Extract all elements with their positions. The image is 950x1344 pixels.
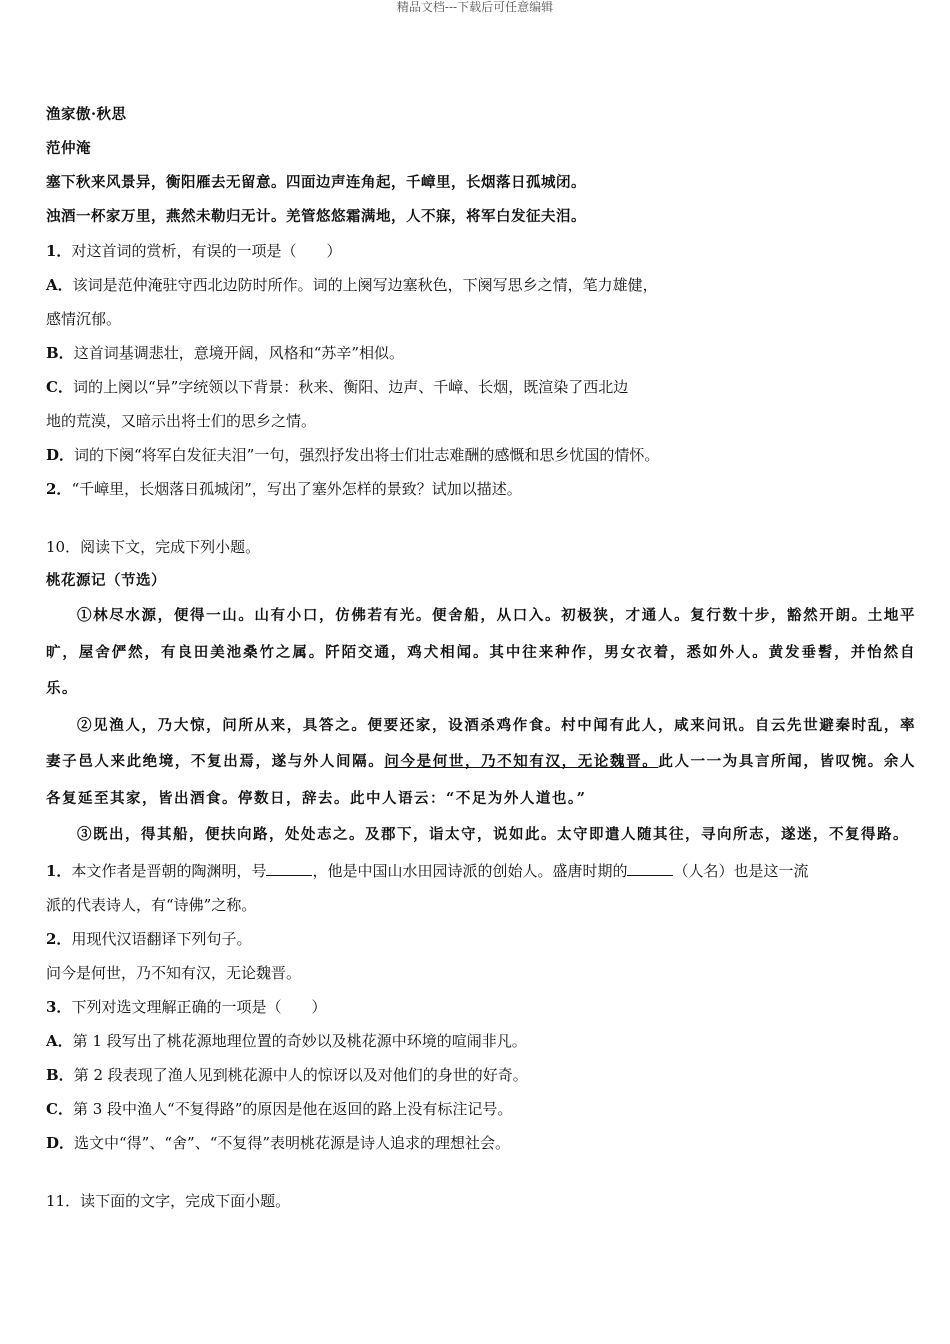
option-text: 该词是范仲淹驻守西北边防时所作。词的上阕写边塞秋色，下阕写思乡之情，笔力雄健， — [72, 276, 658, 294]
sub-question-1 — [46, 854, 916, 888]
passage-title: 桃花源记（节选） — [46, 572, 166, 589]
question-11-intro — [46, 1184, 916, 1218]
section-gap — [46, 1160, 916, 1184]
sentence-to-translate: 问今是何世，乃不知有汉，无论魏晋。 — [46, 963, 302, 982]
question-text: （人名）也是这一流 — [673, 861, 809, 880]
question-text: 读下面的文字，完成下面小题。 — [80, 1191, 291, 1210]
option-label: D． — [46, 1133, 75, 1152]
poem-title: 渔家傲·秋思 — [46, 106, 127, 123]
option-label: B． — [46, 1065, 74, 1084]
question-number: 1． — [46, 861, 72, 880]
question-text: 用现代汉语翻译下列句子。 — [71, 929, 252, 948]
question-text: 阅读下文，完成下列小题。 — [80, 538, 261, 556]
question-number: 1． — [46, 242, 72, 260]
question-text: ，他是中国山水田园诗派的创始人。盛唐时期的 — [312, 861, 628, 880]
option-text: 第 2 段表现了渔人见到桃花源中人的惊讶以及对他们的身世的好奇。 — [73, 1065, 528, 1084]
option-text: 这首词基调悲壮，意境开阔，风格和“苏辛”相似。 — [73, 344, 405, 362]
question-text: “千嶂里，长烟落日孤城闭”，写出了塞外怎样的景致？试加以描述。 — [71, 480, 522, 498]
passage-paragraph-3: ③既出，得其船，便扶向路，处处志之。及郡下，诣太守，说如此。太守即遣人随其往，寻向所志，遂迷，不复得路。 — [77, 826, 909, 843]
option-d — [46, 1126, 916, 1160]
option-label: C． — [46, 1099, 73, 1118]
passage-paragraph-2 — [46, 708, 916, 818]
option-label: D． — [46, 446, 75, 464]
option-text: 第 3 段中渔人“不复得路”的原因是他在返回的路上没有标注记号。 — [72, 1099, 513, 1118]
option-label: A． — [46, 276, 73, 294]
poem-author: 范仲淹 — [46, 140, 91, 157]
option-b — [46, 1058, 916, 1092]
question-number: 2． — [46, 929, 72, 948]
passage-paragraph-1: ①林尽水源，便得一山。山有小口，仿佛若有光。便舍船，从口入。初极狭，才通人。复行数十步，豁然开朗。土地平旷，屋舍俨然，有良田美池桑竹之属。阡陌交通，鸡犬相闻。其中往来种作，男女衣着，悉如外人。黄发垂髫，并怡然自乐。 — [46, 607, 916, 697]
poem-line-2: 浊酒一杯家万里，燕然未勒归无计。羌管悠悠霜满地，人不寐，将军白发征夫泪。 — [46, 208, 586, 225]
poem-line-1: 塞下秋来风景异，衡阳雁去无留意。四面边声连角起，千嶂里，长烟落日孤城闭。 — [46, 174, 586, 191]
option-c — [46, 370, 916, 404]
option-label: B． — [46, 344, 74, 362]
option-d — [46, 438, 916, 472]
question-2 — [46, 472, 916, 506]
passage-text: 此人一一为具言所闻，皆叹惋。余人各复延至其家，皆出酒食。停数日，辞去。此中人语云：“不足为外人道也。” — [46, 753, 917, 807]
question-10-intro — [46, 530, 916, 564]
answer-blank[interactable] — [627, 861, 673, 876]
answer-blank[interactable] — [266, 861, 312, 876]
underlined-sentence: 问今是何世，乃不知有汉，无论魏晋。 — [384, 753, 659, 770]
question-number: 2． — [46, 480, 72, 498]
question-text: 本文作者是晋朝的陶渊明，号 — [71, 861, 267, 880]
sub-question-3 — [46, 990, 916, 1024]
option-c-continued: 地的荒漠，又暗示出将士们的思乡之情。 — [46, 412, 317, 430]
document-body — [46, 98, 916, 1218]
section-gap — [46, 506, 916, 530]
option-label: A． — [46, 1031, 73, 1050]
question-1 — [46, 234, 916, 268]
option-b — [46, 336, 916, 370]
option-text: 选文中“得”、“舍”、“不复得”表明桃花源是诗人追求的理想社会。 — [74, 1133, 511, 1152]
option-text: 词的下阕“将军白发征夫泪”一句，强烈抒发出将士们壮志难酬的感慨和思乡忧国的情怀。 — [74, 446, 660, 464]
option-c — [46, 1092, 916, 1126]
question-number: 3． — [46, 997, 72, 1016]
option-text: 词的上阕以“异”字统领以下背景：秋来、衡阳、边声、千嶂、长烟，既渲染了西北边 — [72, 378, 629, 396]
option-a — [46, 268, 916, 302]
option-label: C． — [46, 378, 73, 396]
question-number: 10． — [46, 538, 81, 556]
passage-text: ②见渔人，乃大惊，问所从来，具答之。便要还家，设酒杀鸡作食。村中闻有此人，咸来问讯。自云先世避秦时乱，率妻子邑人来此绝境，不复出焉，遂与外人间隔。 — [46, 716, 916, 770]
sub-question-1-continued: 派的代表诗人，有“诗佛”之称。 — [46, 895, 257, 914]
question-text: 下列对选文理解正确的一项是（ ） — [71, 997, 327, 1016]
question-number: 11． — [46, 1191, 81, 1210]
option-a-continued: 感情沉郁。 — [46, 310, 122, 328]
question-text: 对这首词的赏析，有误的一项是（ ） — [71, 242, 342, 260]
option-a — [46, 1024, 916, 1058]
option-text: 第 1 段写出了桃花源地理位置的奇妙以及桃花源中环境的喧闹非凡。 — [72, 1031, 527, 1050]
page-header: 精品文档---下载后可任意编辑 — [396, 0, 554, 14]
sub-question-2 — [46, 922, 916, 956]
